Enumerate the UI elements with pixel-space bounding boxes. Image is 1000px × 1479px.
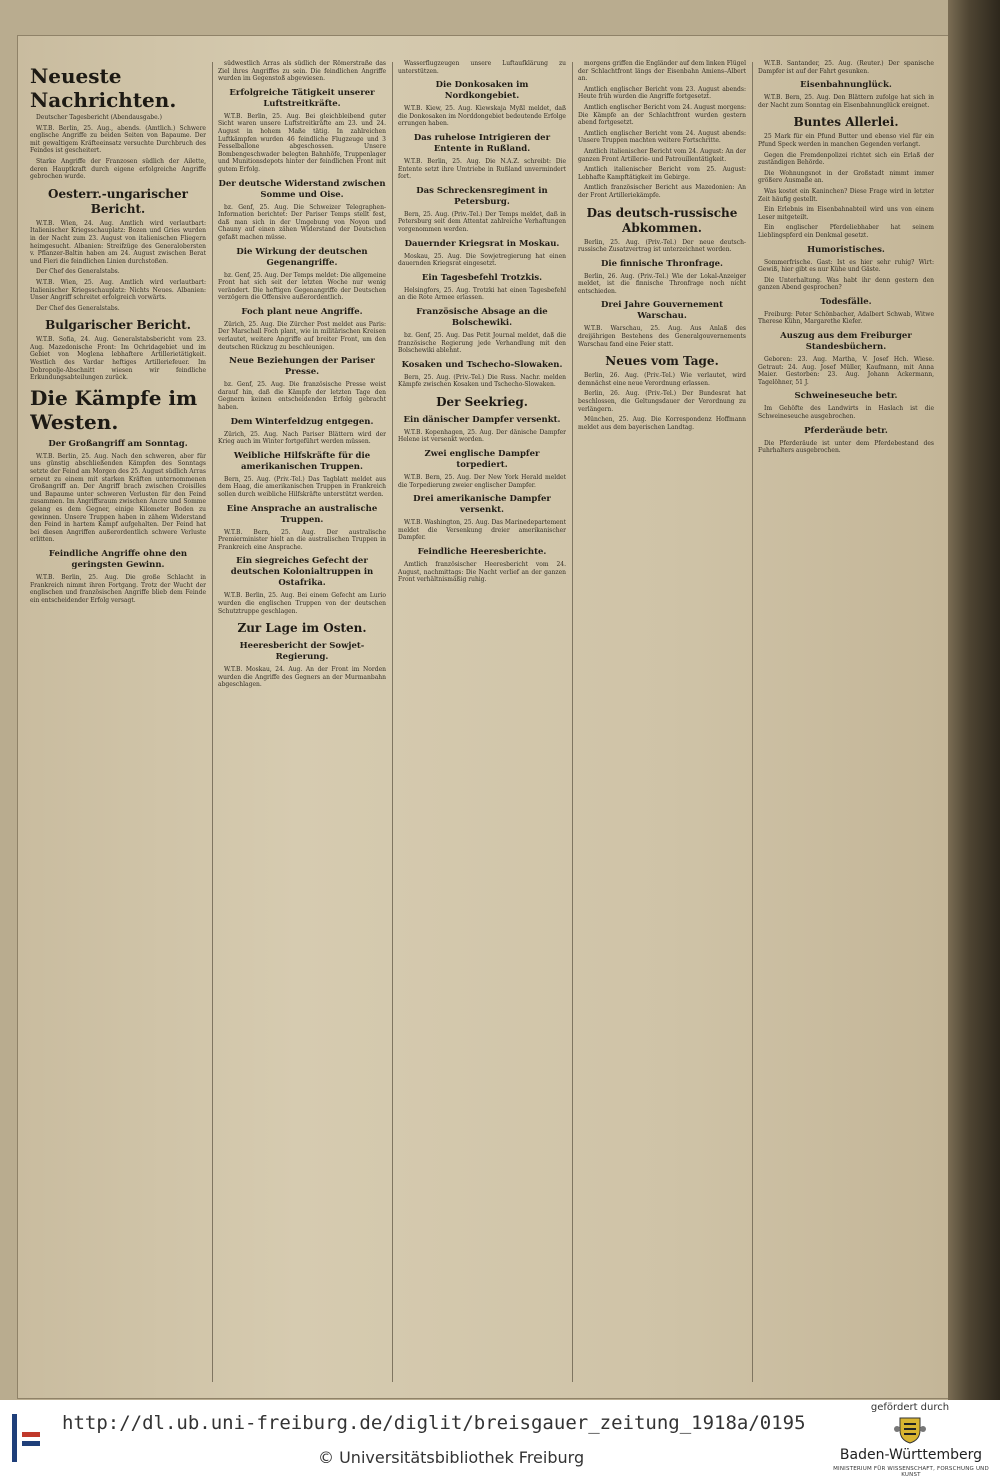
article-headline: Drei amerikanische Dampfer versenkt. (413, 494, 551, 516)
article-headline: Neue Beziehungen der Pariser Presse. (229, 356, 375, 378)
article-text: W.T.B. Sofia, 24. Aug. Generalstabsbericht vom 23. Aug. Mazedonische Front: Im Ochridagebiet und im Gebiet von Moglena lebhaftere Artillerietätigkeit. Westlich des Vardar heftiges Artilleriefeuer. Im Dobropolje-Abschnitt wiesen wir feindliche Erkundungsabteilungen zurück. (30, 336, 206, 382)
column-divider (392, 62, 393, 1382)
article-headline: Heeresbericht der Sowjet-Regierung. (239, 641, 365, 663)
article-text: Amtlich italienischer Bericht vom 25. August: Lebhafte Kampftätigkeit im Gebirge. (578, 166, 746, 181)
article-text: Helsingfors, 25. Aug. Trotzki hat einen Tagesbefehl an die Rote Armee erlassen. (398, 286, 566, 302)
article-headline: Weibliche Hilfskräfte für die amerikanischen Truppen. (233, 450, 371, 472)
column-4 (578, 60, 746, 1380)
article-headline: Kosaken und Tschecho-Slowaken. (401, 359, 563, 370)
article-text: Sommerfrische. Gast: Ist es hier sehr ruhig? Wirt: Gewiß, hier gibt es nur Kühe und Gäste. (758, 258, 934, 274)
article-headline: Buntes Allerlei. (793, 115, 899, 130)
article-text: Bern, 25. Aug. (Priv.-Tel.) Die Russ. Nachr. melden Kämpfe zwischen Kosaken und Tschecho-Slowaken. (398, 373, 566, 389)
article-text: morgens griffen die Engländer auf dem linken Flügel der Schlachtfront längs der Eisenbahn Amiens–Albert an. (578, 60, 746, 83)
article-text: Der Chef des Generalstabs. (36, 268, 120, 276)
article-text: Wasserflugzeugen unsere Luftaufklärung zu unterstützen. (398, 60, 566, 75)
article-text: Starke Angriffe der Franzosen südlich der Ailette, deren Hauptkraft durch eigene erfolgreiche Angriffe gebrochen wurde. (30, 157, 206, 181)
article-text: Amtlich englischer Bericht vom 24. August abends: Unsere Truppen machten weitere Fortschritte. (578, 129, 746, 145)
article-text: W.T.B. Berlin, 25. Aug. Bei gleichbleibend guter Sicht waren unsere Luftstreitkräfte am 23. und 24. August in hohem Maße tätig. In zahlreichen Luftkämpfen wurden 46 feindliche Flugzeuge und 3 Fesselballone abgeschossen. Unsere Bombengeschwader belegten Bahnhöfe, Truppenlager und Munitionsdepots hinter der feindlichen Front mit gutem Erfolg. (218, 112, 386, 173)
article-text: W.T.B. Bern, 25. Aug. Der australische Premierminister hielt an die australischen Truppen in Frankreich eine Ansprache. (218, 528, 386, 551)
article-text: W.T.B. Kiew, 25. Aug. Kiewskaja Myßl meldet, daß die Donkosaken im Norddongebiet bedeutende Erfolge errungen haben. (398, 105, 566, 128)
article-headline: Das Schreckensregiment in Petersburg. (416, 185, 548, 207)
column-divider (752, 62, 753, 1382)
article-text: Der Chef des Generalstabs. (36, 304, 120, 312)
article-headline: Die finnische Thronfrage. (600, 258, 724, 269)
article-text: Die Pferderäude ist unter dem Pferdebestand des Fuhrhalters ausgebrochen. (758, 439, 934, 455)
article-headline: Dem Winterfeldzug entgegen. (230, 416, 374, 427)
article-headline: Neueste Nachrichten. (30, 64, 177, 112)
article-headline: Das deutsch-russische Abkommen. (586, 205, 738, 235)
article-text: Ein englischer Pferdeliebhaber hat seinem Lieblingspferd ein Denkmal gesetzt. (758, 224, 934, 239)
article-headline: Eine Ansprache an australische Truppen. (226, 503, 378, 525)
article-text: Was kostet ein Kaninchen? Diese Frage wird in letzter Zeit häufig gestellt. (758, 187, 934, 203)
copyright-notice: © Universitätsbibliothek Freiburg (318, 1448, 585, 1467)
ub-freiburg-logo (12, 1414, 42, 1462)
article-headline: Bulgarischer Bericht. (45, 318, 191, 333)
article-headline: Eisenbahnunglück. (800, 80, 892, 91)
article-text: Moskau, 25. Aug. Die Sowjetregierung hat einen dauernden Kriegsrat eingesetzt. (398, 252, 566, 268)
article-text: W.T.B. Moskau, 24. Aug. An der Front im Norden wurden die Angriffe des Gegners an der Murmanbahn abgeschlagen. (218, 666, 386, 689)
article-headline: Schweineseuche betr. (794, 391, 898, 402)
article-headline: Humoristisches. (807, 244, 885, 255)
article-text: Ein Erlebnis im Eisenbahnabteil wird uns von einem Leser mitgeteilt. (758, 206, 934, 221)
column-2 (218, 60, 386, 1380)
article-headline: Foch plant neue Angriffe. (241, 306, 363, 317)
article-headline: Pferderäude betr. (804, 425, 888, 436)
article-text: bz. Genf, 25. Aug. Die Schweizer Telegraphen-Information berichtet: Der Pariser Temps stellt fest, daß man sich in der Umgebung von Noyon und Chauny auf einen zähen Widerstand der Deutschen gefaßt machen müsse. (218, 203, 386, 241)
article-text: Bern, 25. Aug. (Priv.-Tel.) Das Tagblatt meldet aus dem Haag, die amerikanischen Truppen in Frankreich sollen durch weibliche Hilfskräfte unterstützt werden. (218, 475, 386, 498)
article-text: Berlin, 25. Aug. (Priv.-Tel.) Der neue deutsch-russische Zusatzvertrag ist unterzeichnet worden. (578, 238, 746, 254)
article-text: bz. Genf, 25. Aug. Der Temps meldet: Die allgemeine Front hat sich seit der letzten Woche nur wenig verändert. Die heftigen Gegenangriffe der Deutschen verzögern die Offensive außerordentlich. (218, 271, 386, 302)
article-headline: Dauernder Kriegsrat in Moskau. (404, 238, 560, 249)
article-text: Im Gehöfte des Landwirts in Haslach ist die Schweineseuche ausgebrochen. (758, 405, 934, 421)
article-headline: Französische Absage an die Bolschewiki. (416, 306, 548, 328)
article-text: W.T.B. Santander, 25. Aug. (Reuter.) Der spanische Dampfer ist auf der Fahrt gesunken. (758, 60, 934, 75)
article-headline: Der Großangriff am Sonntag. (48, 438, 188, 449)
article-text: W.T.B. Wien, 24. Aug. Amtlich wird verlautbart: Italienischer Kriegsschauplatz: Bozen und Gries wurden in der Nacht zum 23. August von italienischen Fliegern heimgesucht. Albanien: Streifzüge des Generalobersten v. Pflanzer-Baltin haben am 24. August zwischen Berat und Fieri die feindlichen Linien durchstoßen. (30, 219, 206, 265)
column-3 (398, 60, 566, 1380)
article-text: Zürich, 25. Aug. Nach Pariser Blättern wird der Krieg auch im Winter fortgeführt werden müssen. (218, 430, 386, 446)
article-text: W.T.B. Berlin, 25. Aug. Die N.A.Z. schreibt: Die Entente setzt ihre Umtriebe in Rußland unvermindert fort. (398, 157, 566, 181)
article-text: Deutscher Tagesbericht (Abendausgabe.) (36, 114, 162, 121)
article-headline: Der Seekrieg. (436, 394, 528, 409)
article-text: Amtlich englischer Bericht vom 23. August abends: Heute früh wurden die Angriffe fortgesetzt. (578, 85, 746, 101)
article-headline: Feindliche Angriffe ohne den geringsten Gewinn. (48, 548, 188, 570)
article-text: südwestlich Arras als südlich der Römerstraße das Ziel ihres Angriffes zu sein. Die feindlichen Angriffe wurden im Gegenstoß abgewiesen. (218, 60, 386, 83)
article-headline: Die Donkosaken im Nordkongebiet. (435, 80, 529, 102)
article-text: bz. Genf, 25. Aug. Das Petit Journal meldet, daß die französische Regierung jede Verhandlung mit den Bolschewiki ablehnt. (398, 331, 566, 355)
article-text: Zürich, 25. Aug. Die Zürcher Post meldet aus Paris: Der Marschall Foch plant, wie in militärischen Kreisen verlautet, weitere Angriffe auf breiter Front, um den deutschen Rückzug zu beschleunigen. (218, 320, 386, 351)
document-url[interactable]: http://dl.ub.uni-freiburg.de/diglit/breisgauer_zeitung_1918a/0195 (62, 1412, 806, 1434)
article-text: W.T.B. Washington, 25. Aug. Das Marinedepartement meldet die Versenkung dreier amerikanischer Dampfer. (398, 519, 566, 542)
ministry-name: MINISTERIUM FÜR WISSENSCHAFT, FORSCHUNG UND KUNST (833, 1466, 989, 1478)
article-text: W.T.B. Bern, 25. Aug. Den Blättern zufolge hat sich in der Nacht zum Sonntag ein Eisenbahnunglück ereignet. (758, 94, 934, 109)
article-headline: Zur Lage im Osten. (237, 621, 367, 636)
article-headline: Der deutsche Widerstand zwischen Somme und Oise. (218, 178, 386, 200)
article-headline: Die Wirkung der deutschen Gegenangriffe. (236, 246, 368, 268)
article-text: Amtlich französischer Bericht aus Mazedonien: An der Front Artilleriekämpfe. (578, 184, 746, 199)
book-binding (948, 0, 1000, 1400)
article-headline: Erfolgreiche Tätigkeit unserer Luftstreitkräfte. (229, 87, 375, 109)
column-divider (212, 62, 213, 1382)
article-text: W.T.B. Warschau, 25. Aug. Aus Anlaß des dreijährigen Bestehens des Generalgouvernements Warschau fand eine Feier statt. (578, 325, 746, 348)
article-text: W.T.B. Bern, 25. Aug. Der New York Herald meldet die Torpedierung zweier englischer Dampfer. (398, 474, 566, 489)
article-text: Amtlich französischer Heeresbericht vom 24. August, nachmittags: Die Nacht verlief an der ganzen Front verhältnismäßig ruhig. (398, 561, 566, 584)
article-text: Die Unterhaltung. Was habt ihr denn gestern den ganzen Abend gesprochen? (758, 276, 934, 292)
article-headline: Feindliche Heeresberichte. (417, 547, 547, 558)
article-headline: Oesterr.-ungarischer Bericht. (48, 186, 188, 216)
article-text: W.T.B. Berlin, 25. Aug., abends. (Amtlich.) Schwere englische Angriffe zu beiden Seiten von Bapaume. Der mit gewaltigem Kräfteeinsatz versuchte Durchbruch des Feindes ist gescheitert. (30, 124, 206, 155)
article-text: Die Wohnungsnot in der Großstadt nimmt immer größere Ausmaße an. (758, 169, 934, 185)
baden-wuerttemberg-crest-icon (893, 1414, 927, 1444)
article-text: München, 25. Aug. Die Korrespondenz Hoffmann meldet aus dem bayerischen Landtag. (578, 416, 746, 431)
article-headline: Zwei englische Dampfer torpediert. (424, 449, 540, 471)
article-headline: Drei Jahre Gouvernement Warschau. (600, 300, 724, 322)
column-1 (30, 60, 206, 1380)
article-text: Geboren: 23. Aug. Martha, V. Josef Hch. Wiese. Getraut: 24. Aug. Josef Müller, Kaufmann, mit Anna Maier. Gestorben: 23. Aug. Johann Ackermann, Tagelöhner, 51 J. (758, 356, 934, 386)
article-text: W.T.B. Wien, 25. Aug. Amtlich wird verlautbart: Italienischer Kriegsschauplatz: Nichts Neues. Albanien: Unser Angriff schreitet erfolgreich vorwärts. (30, 278, 206, 302)
article-text: Amtlich italienischer Bericht vom 24. August: An der ganzen Front Artillerie- und Patrouillentätigkeit. (578, 147, 746, 163)
article-text: W.T.B. Berlin, 25. Aug. Nach den schweren, aber für uns günstig abschließenden Kämpfen des Sonntags setzte der Feind am Morgen des 25. August südlich Arras erneut zu einem mit starken Kräften unternommenen Großangriff an. Der Angriff brach zwischen Croisilles und Bapaume unter schweren Verlusten für den Feind zusammen. Im Angriffsraum zwischen Ancre und Somme gelang es dem Gegner, einige Kilometer Boden zu gewinnen. Unsere Truppen haben in zähem Widerstand den Feind in hartem Kampf aufgehalten. Der Feind hat bei diesen Angriffen außerordentlich schwere Verluste erlitten. (30, 452, 206, 544)
column-divider (572, 62, 573, 1382)
article-headline: Die Kämpfe im Westen. (30, 385, 198, 434)
article-headline: Ein siegreiches Gefecht der deutschen Kolonialtruppen in Ostafrika. (230, 556, 374, 589)
article-headline: Neues vom Tage. (605, 354, 719, 369)
article-headline: Ein Tagesbefehl Trotzkis. (421, 272, 543, 283)
article-text: W.T.B. Kopenhagen, 25. Aug. Der dänische Dampfer Helene ist versenkt worden. (398, 428, 566, 444)
article-text: Bern, 25. Aug. (Priv.-Tel.) Der Temps meldet, daß in Petersburg seit dem Attentat zahlreiche Verhaftungen vorgenommen werden. (398, 210, 566, 233)
article-text: Berlin, 26. Aug. (Priv.-Tel.) Wie verlautet, wird demnächst eine neue Verordnung erlassen. (578, 372, 746, 387)
article-headline: Auszug aus dem Freiburger Standesbüchern. (780, 331, 912, 353)
article-text: Berlin, 26. Aug. (Priv.-Tel.) Wie der Lokal-Anzeiger meldet, ist die finnische Thronfrage noch nicht entschieden. (578, 272, 746, 295)
funded-by-label: gefördert durch (870, 1402, 950, 1413)
article-text: 25 Mark für ein Pfund Butter und ebenso viel für ein Pfund Speck werden in manchen Gegenden verlangt. (758, 133, 934, 148)
article-text: Freiburg: Peter Schönbacher, Adalbert Schwab, Witwe Therese Kühn, Margarethe Kiefer. (758, 310, 934, 326)
article-text: Berlin, 26. Aug. (Priv.-Tel.) Der Bundesrat hat beschlossen, die Geltungsdauer der Verordnung zu verlängern. (578, 390, 746, 413)
article-text: bz. Genf, 25. Aug. Die französische Presse weist darauf hin, daß die Kämpfe der letzten Tage den Gegnern keinen entscheidenden Erfolg gebracht haben. (218, 381, 386, 412)
column-5 (758, 60, 934, 1380)
article-headline: Todesfälle. (820, 296, 872, 307)
article-text: Gegen die Fremdenpolizei richtet sich ein Erlaß der zuständigen Behörde. (758, 151, 934, 167)
article-headline: Das ruhelose Intrigieren der Entente in Rußland. (413, 132, 551, 154)
article-headline: Ein dänischer Dampfer versenkt. (403, 414, 561, 425)
article-text: W.T.B. Berlin, 25. Aug. Bei einem Gefecht am Lurio wurden die englischen Truppen von der deutschen Schutztruppe geschlagen. (218, 592, 386, 615)
state-name: Baden-Württemberg (839, 1447, 983, 1463)
article-text: Amtlich englischer Bericht vom 24. August morgens: Die Kämpfe an der Schlachtfront wurden gestern abend fortgesetzt. (578, 103, 746, 127)
article-text: W.T.B. Berlin, 25. Aug. Die große Schlacht in Frankreich nimmt ihren Fortgang. Trotz der Wucht der englischen und französischen Angriffe blieb dem Feinde ein entscheidender Erfolg versagt. (30, 573, 206, 604)
